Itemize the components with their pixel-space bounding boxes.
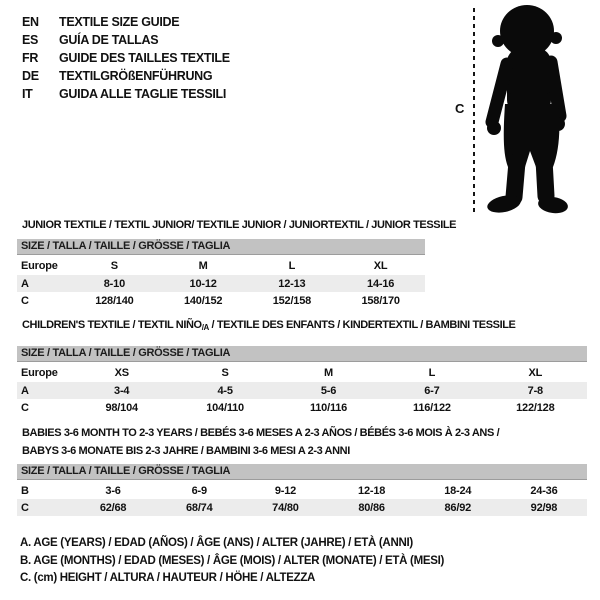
table-cell: 92/98 [530, 501, 558, 514]
language-code: IT [22, 87, 33, 101]
row-label: A [21, 277, 29, 290]
table-cell: 4-5 [217, 384, 233, 397]
language-code: ES [22, 33, 39, 47]
table-row [17, 275, 425, 292]
table-cell: 128/140 [95, 294, 134, 307]
language-row [22, 13, 230, 31]
height-measure-dashed-line [473, 8, 475, 214]
footnote-a: A. AGE (YEARS) / EDAD (AÑOS) / ÂGE (ANS) / ALTER (JAHRE) / ETÀ (ANNI) [20, 537, 413, 549]
row-label: Europe [21, 260, 58, 272]
table-cell: 5-6 [320, 384, 337, 397]
table-cell: 152/158 [272, 294, 312, 307]
title-line-1: BABIES 3-6 MONTH TO 2-3 YEARS / BEBÉS 3-6 MESES A 2-3 AÑOS / BÉBÉS 3-6 MOIS À 2-3 ANS / [22, 427, 500, 439]
row-label: C [21, 501, 29, 514]
table-cell: XL [373, 260, 388, 272]
language-title: TEXTILE SIZE GUIDE [59, 15, 180, 29]
table-row [17, 399, 587, 416]
footnote-b: B. AGE (MONTHS) / EDAD (MESES) / ÂGE (MOIS) / ALTER (MONATE) / ETÀ (MESI) [20, 554, 445, 567]
babies-table-title [22, 424, 587, 460]
table-cell: 62/68 [99, 501, 127, 514]
table-cell: L [428, 367, 436, 379]
title-line-2: BABYS 3-6 MONATE BIS 2-3 JAHRE / BAMBINI 3-6 MESI A 2-3 ANNI [22, 445, 350, 457]
table-cell: 6-7 [424, 384, 440, 397]
table-cell: 12-13 [278, 277, 306, 290]
language-row [22, 85, 230, 103]
language-row [22, 67, 230, 85]
table-cell: 80/86 [358, 501, 385, 514]
table-cell: XL [528, 367, 543, 379]
size-header-bar: SIZE / TALLA / TAILLE / GRÖSSE / TAGLIA [17, 464, 587, 480]
table-cell: 18-24 [444, 484, 472, 497]
row-label: C [21, 294, 29, 307]
table-cell: 3-4 [114, 384, 130, 397]
table-cell: 10-12 [189, 277, 217, 290]
table-row [17, 499, 587, 516]
table-cell: 86/92 [444, 501, 472, 514]
table-cell: 12-18 [358, 484, 386, 497]
table-cell: S [221, 367, 229, 379]
title-text: / TEXTILE DES ENFANTS / KINDERTEXTIL / BAMBINI TESSILE [208, 319, 516, 331]
table-cell: 8-10 [103, 277, 125, 290]
language-code: EN [22, 15, 39, 29]
table-cell: 3-6 [105, 484, 121, 497]
table-cell: 140/152 [183, 294, 223, 307]
row-label: A [21, 384, 29, 397]
size-header-bar: SIZE / TALLA / TAILLE / GRÖSSE / TAGLIA [17, 346, 587, 362]
size-header-bar: SIZE / TALLA / TAILLE / GRÖSSE / TAGLIA [17, 239, 425, 255]
table-cell: 68/74 [185, 501, 213, 514]
table-cell: M [198, 260, 208, 272]
children-size-table [17, 346, 587, 416]
language-row [22, 49, 230, 67]
table-cell: 7-8 [527, 384, 543, 397]
table-cell: L [288, 260, 296, 272]
babies-size-table [17, 464, 587, 516]
table-cell: 98/104 [105, 401, 138, 414]
babies-table-section [17, 424, 587, 516]
children-table-title [22, 319, 587, 334]
language-row [22, 31, 230, 49]
language-title-block [22, 13, 230, 103]
row-label: C [21, 401, 29, 414]
children-table-section [17, 319, 587, 416]
language-code: FR [22, 51, 39, 65]
table-cell: 9-12 [274, 484, 297, 497]
table-row [17, 482, 587, 499]
row-label: B [21, 484, 29, 497]
junior-size-table [17, 239, 425, 309]
junior-table-section [17, 219, 456, 309]
title-subscript: /A [201, 323, 209, 332]
table-row [17, 382, 587, 399]
baby-silhouette-icon [481, 4, 579, 216]
table-cell: 104/110 [206, 401, 244, 414]
table-row [17, 364, 587, 382]
language-code: DE [22, 69, 39, 83]
table-cell: 158/170 [361, 294, 400, 307]
language-title: TEXTILGRÖßENFÜHRUNG [59, 69, 213, 83]
title-text: CHILDREN'S TEXTILE / TEXTIL NIÑO [22, 319, 202, 331]
language-title: GUIDA ALLE TAGLIE TESSILI [59, 87, 227, 101]
height-measure-label: C [455, 101, 465, 116]
table-cell: 122/128 [516, 401, 555, 414]
table-cell: 116/122 [413, 401, 451, 414]
table-cell: 74/80 [272, 501, 299, 514]
table-cell: S [110, 260, 118, 272]
junior-table-title: JUNIOR TEXTILE / TEXTIL JUNIOR/ TEXTILE JUNIOR / JUNIORTEXTIL / JUNIOR TESSILE [22, 219, 457, 231]
table-cell: 24-36 [530, 484, 558, 497]
row-label: Europe [21, 367, 58, 379]
footnote-c: C. (cm) HEIGHT / ALTURA / HAUTEUR / HÖHE / ALTEZZA [20, 572, 316, 584]
table-cell: XS [114, 367, 129, 379]
footnotes [20, 535, 444, 588]
table-row [17, 292, 425, 309]
table-cell: 110/116 [309, 401, 348, 414]
language-title: GUIDE DES TAILLES TEXTILE [59, 51, 230, 65]
table-cell: 14-16 [367, 277, 395, 290]
table-cell: M [324, 367, 333, 379]
table-row [17, 257, 425, 275]
table-cell: 6-9 [191, 484, 207, 497]
language-title: GUÍA DE TALLAS [59, 33, 159, 47]
